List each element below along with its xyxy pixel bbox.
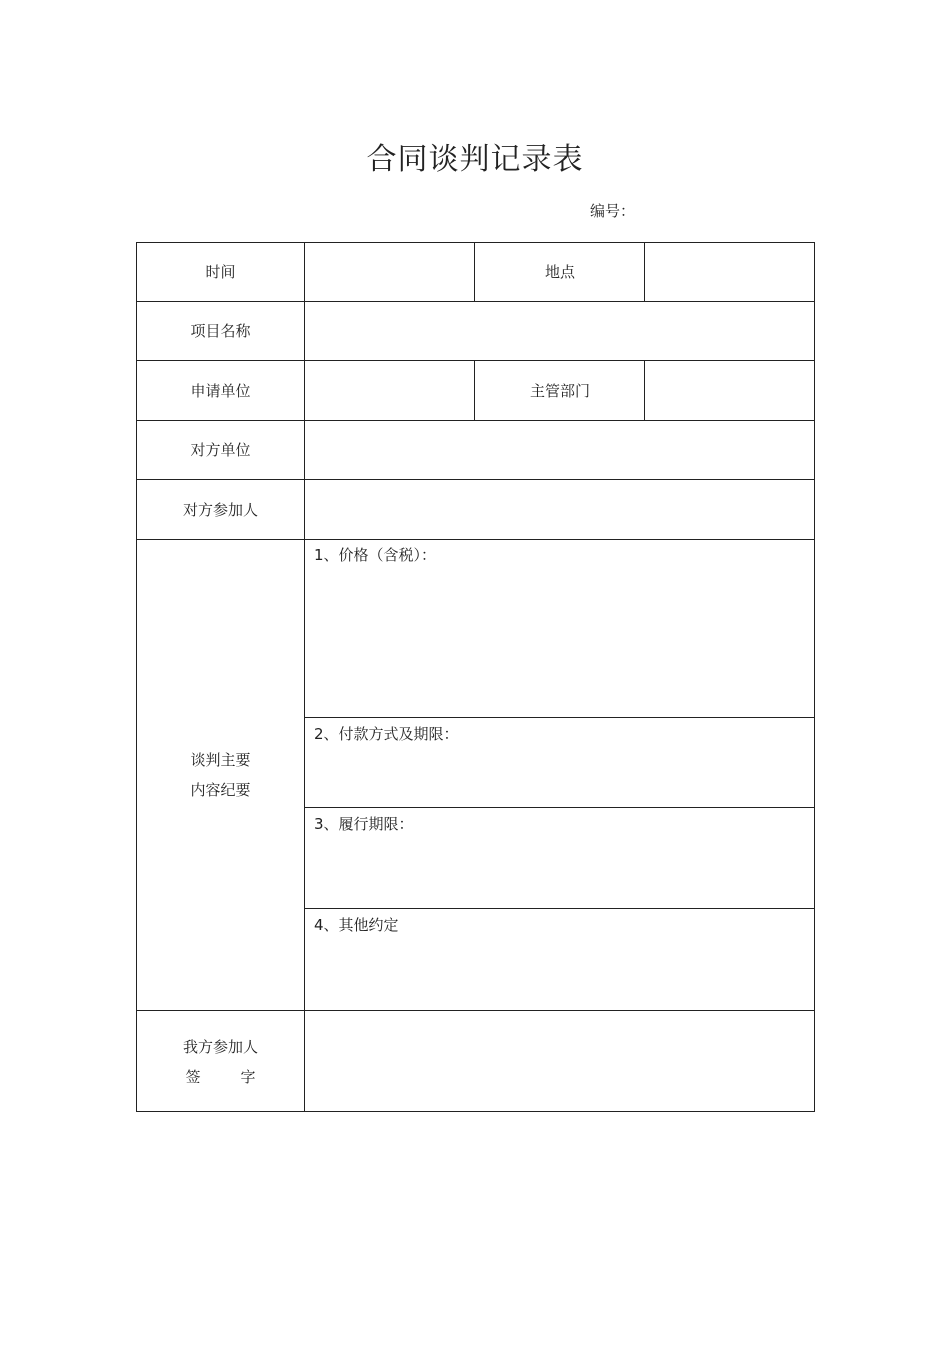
applicant-unit-field[interactable] (306, 361, 474, 420)
our-participants-signature-field[interactable] (306, 1012, 814, 1111)
column-divider (474, 361, 475, 420)
performance-period-field[interactable] (306, 809, 814, 908)
payment-terms-item-label: 2、付款方式及期限： (314, 725, 459, 743)
negotiation-summary-label (137, 540, 304, 1010)
our-participants-signature-label (137, 1012, 304, 1111)
label-column-divider (304, 243, 305, 1111)
payment-terms-field[interactable] (306, 719, 814, 807)
place-label: 地点 (544, 263, 575, 281)
counterparty-unit-label: 对方单位 (190, 441, 251, 459)
supervising-dept-field[interactable] (646, 361, 814, 420)
performance-period-item-label: 3、履行期限： (314, 815, 414, 833)
column-divider (644, 243, 645, 301)
our-participants-label-line1: 我方参加人 (182, 1037, 258, 1056)
other-agreements-field[interactable] (306, 910, 814, 1010)
price-item-label: 1、价格（含税）： (314, 546, 437, 564)
summary-divider (305, 807, 814, 808)
column-divider (474, 243, 475, 301)
project-name-label: 项目名称 (190, 322, 251, 340)
negotiation-summary-label-line1: 谈判主要 (190, 751, 251, 769)
counterparty-participants-label: 对方参加人 (182, 500, 258, 519)
project-name-field[interactable] (306, 302, 814, 360)
time-field[interactable] (306, 243, 474, 301)
applicant-unit-label: 申请单位 (190, 381, 251, 400)
negotiation-record-form (136, 242, 815, 1112)
signature-label: 签字 (185, 1067, 296, 1086)
time-label: 时间 (205, 263, 236, 281)
summary-divider (305, 908, 814, 909)
column-divider (644, 361, 645, 420)
other-agreements-item-label: 4、其他约定 (314, 916, 399, 934)
negotiation-summary-label-line2: 内容纪要 (190, 781, 251, 799)
supervising-dept-label: 主管部门 (529, 381, 590, 400)
place-field[interactable] (646, 243, 814, 301)
counterparty-unit-field[interactable] (306, 421, 814, 479)
summary-divider (305, 717, 814, 718)
page-title: 合同谈判记录表 (366, 142, 584, 177)
serial-number-label: 编号： (590, 202, 636, 220)
price-field[interactable] (306, 540, 814, 717)
row-divider (137, 1010, 814, 1011)
counterparty-participants-field[interactable] (306, 480, 814, 539)
